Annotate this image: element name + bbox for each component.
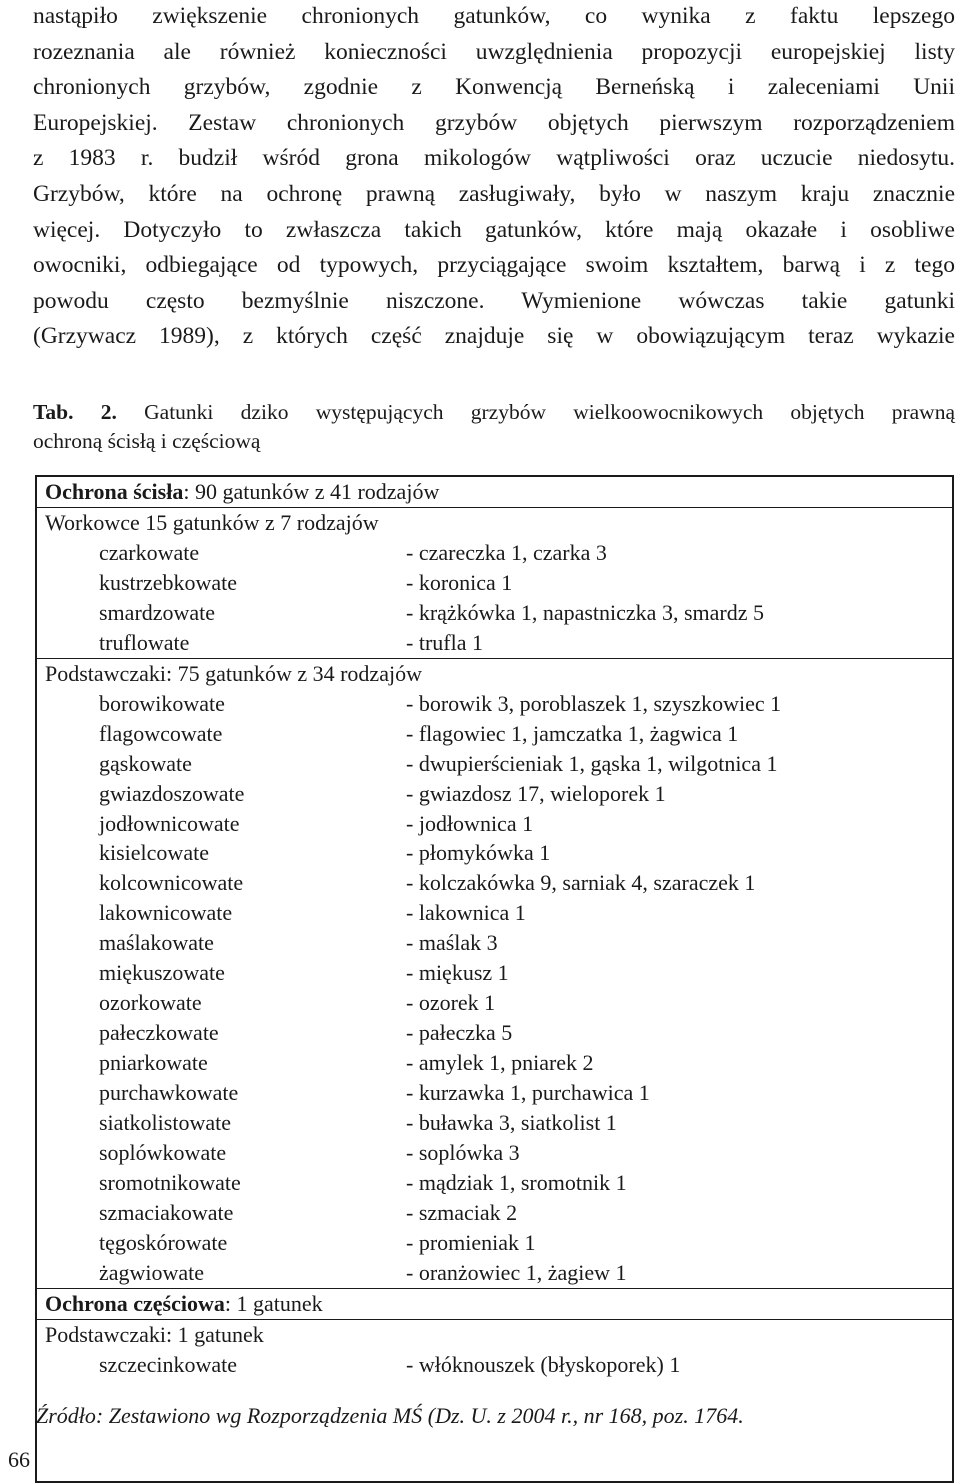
table-row (37, 719, 952, 749)
table-row (37, 538, 952, 568)
table-row (37, 928, 952, 958)
family-name: borowikowate (99, 690, 225, 716)
table-row (37, 868, 952, 898)
table-row (37, 1048, 952, 1078)
family-name: gwiazdoszowate (99, 780, 245, 806)
family-genera: - ozorek 1 (406, 990, 496, 1016)
body-paragraph (33, 0, 955, 355)
family-name: sromotnikowate (99, 1169, 241, 1195)
partial-protection-section (37, 1289, 952, 1380)
family-genera: - koronica 1 (406, 569, 513, 595)
family-genera: - miękusz 1 (406, 960, 509, 986)
family-name: szmaciakowate (99, 1199, 234, 1225)
table-row (37, 749, 952, 779)
caption-text-1: Gatunki dziko występujących grzybów wielkoowocnikowych objętych prawną (144, 400, 955, 424)
table-row (37, 568, 952, 598)
group-workowce (37, 507, 952, 658)
paragraph-line: Grzybów, które na ochronę prawną zasługiwały, było w naszym kraju znacznie (33, 180, 955, 207)
heading-rest: : 90 gatunków z 41 rodzajów (183, 479, 440, 504)
paragraph-line: owocniki, odbiegające od typowych, przyciągające swoim kształtem, barwą i z tego (33, 252, 955, 279)
table-row (37, 628, 952, 658)
family-name: soplówkowate (99, 1139, 227, 1165)
table-row (37, 1350, 952, 1380)
table-row (37, 988, 952, 1018)
table-row (37, 1258, 952, 1288)
table-row (37, 1138, 952, 1168)
heading-bold: Ochrona częściowa (45, 1290, 225, 1316)
strict-protection-heading (37, 477, 952, 507)
family-genera: - amylek 1, pniarek 2 (406, 1050, 594, 1075)
family-name: smardzowate (99, 599, 216, 625)
family-genera: - kolczakówka 9, sarniak 4, szaraczek 1 (406, 870, 756, 896)
table-row (37, 958, 952, 988)
paragraph-line: Europejskiej. Zestaw chronionych grzybów objętych pierwszym rozporządzeniem (33, 109, 955, 136)
paragraph-line: z 1983 r. budził wśród grona mikologów wątpliwości oraz uczucie niedosytu. (33, 145, 955, 172)
caption-label: Tab. 2. (33, 400, 117, 424)
page-number: 66 (8, 1447, 30, 1472)
family-genera: - lakownica 1 (406, 900, 526, 926)
family-genera: - buławka 3, siatkolist 1 (406, 1109, 617, 1135)
family-name: siatkolistowate (99, 1109, 231, 1135)
table-caption (33, 398, 955, 456)
family-genera: - mądziak 1, sromotnik 1 (406, 1169, 627, 1195)
table-row (37, 809, 952, 839)
group-podstawczaki-partial (37, 1319, 952, 1380)
family-name: żagwiowate (99, 1259, 205, 1285)
paragraph-line: chronionych grzybów, zgodnie z Konwencją Berneńską i zaleceniami Unii (33, 74, 955, 101)
family-genera: - soplówka 3 (406, 1139, 520, 1165)
family-genera: - oranżowiec 1, żagiew 1 (406, 1259, 627, 1285)
family-genera: - płomykówka 1 (406, 840, 551, 866)
family-name: szczecinkowate (99, 1351, 238, 1377)
table-row (37, 1228, 952, 1258)
family-name: maślakowate (99, 930, 214, 956)
table-row (37, 1018, 952, 1048)
family-name: jodłownicowate (99, 810, 240, 836)
family-name: pałeczkowate (99, 1020, 219, 1046)
paragraph-line: (Grzywacz 1989), z których część znajduje się w obowiązującym teraz wykazie (33, 323, 955, 350)
group-podstawczaki (37, 658, 952, 1288)
paragraph-line: rozeznania ale również konieczności uwzględnienia propozycji europejskiej listy (33, 38, 955, 65)
family-name: pniarkowate (99, 1050, 208, 1075)
partial-protection-heading (37, 1289, 952, 1319)
family-genera: - promieniak 1 (406, 1229, 536, 1255)
family-name: gąskowate (99, 750, 192, 776)
table-row (37, 1108, 952, 1138)
family-name: czarkowate (99, 540, 200, 565)
table-row (37, 779, 952, 809)
caption-line-1 (33, 398, 955, 427)
family-genera: - maślak 3 (406, 930, 498, 956)
family-genera: - kurzawka 1, purchawica 1 (406, 1079, 650, 1105)
family-genera: - włóknouszek (błyskoporek) 1 (406, 1351, 681, 1377)
family-name: miękuszowate (99, 960, 225, 986)
family-name: ozorkowate (99, 990, 202, 1016)
table-row (37, 1168, 952, 1198)
caption-text-2: ochroną ścisłą i częściową (33, 429, 261, 453)
group-title: Workowce 15 gatunków z 7 rodzajów (45, 510, 379, 535)
family-name: purchawkowate (99, 1079, 239, 1105)
table-row (37, 598, 952, 628)
table-row (37, 1198, 952, 1228)
table-row (37, 838, 952, 868)
family-name: lakownicowate (99, 900, 233, 926)
table-row (37, 898, 952, 928)
family-genera: - gwiazdosz 17, wieloporek 1 (406, 780, 666, 806)
family-name: kustrzebkowate (99, 569, 238, 595)
paragraph-line: więcej. Dotyczyło to zwłaszcza takich gatunków, które mają okazałe i osobliwe (33, 216, 955, 243)
table-row (37, 1078, 952, 1108)
family-genera: - borowik 3, poroblaszek 1, szyszkowiec 1 (406, 690, 782, 716)
family-genera: - szmaciak 2 (406, 1199, 518, 1225)
heading-rest: : 1 gatunek (224, 1290, 323, 1316)
family-genera: - trufla 1 (406, 629, 483, 655)
family-genera: - krążkówka 1, napastniczka 3, smardz 5 (406, 599, 764, 625)
family-name: truflowate (99, 629, 190, 655)
family-name: tęgoskórowate (99, 1229, 228, 1255)
paragraph-line: powodu często bezmyślnie niszczone. Wymienione wówczas takie gatunki (33, 287, 955, 314)
family-genera: - pałeczka 5 (406, 1020, 513, 1046)
source-note: Źródło: Zestawiono wg Rozporządzenia MŚ (Dz. U. z 2004 r., nr 168, poz. 1764. (36, 1403, 744, 1428)
family-genera: - dwupierścieniak 1, gąska 1, wilgotnica 1 (406, 750, 778, 776)
family-genera: - flagowiec 1, jamczatka 1, żagwica 1 (406, 720, 739, 746)
family-name: kisielcowate (99, 840, 209, 866)
family-name: kolcownicowate (99, 870, 244, 896)
group-title: Podstawczaki: 75 gatunków z 34 rodzajów (45, 660, 422, 686)
protection-table (35, 475, 954, 1483)
table-row (37, 689, 952, 719)
family-genera: - jodłownica 1 (406, 810, 534, 836)
paragraph-line: nastąpiło zwiększenie chronionych gatunków, co wynika z faktu lepszego (33, 3, 955, 29)
family-genera: - czareczka 1, czarka 3 (406, 540, 607, 565)
heading-bold: Ochrona ścisła (45, 479, 184, 504)
group-title: Podstawczaki: 1 gatunek (45, 1321, 264, 1347)
family-name: flagowcowate (99, 720, 223, 746)
strict-protection-section (37, 477, 952, 1289)
